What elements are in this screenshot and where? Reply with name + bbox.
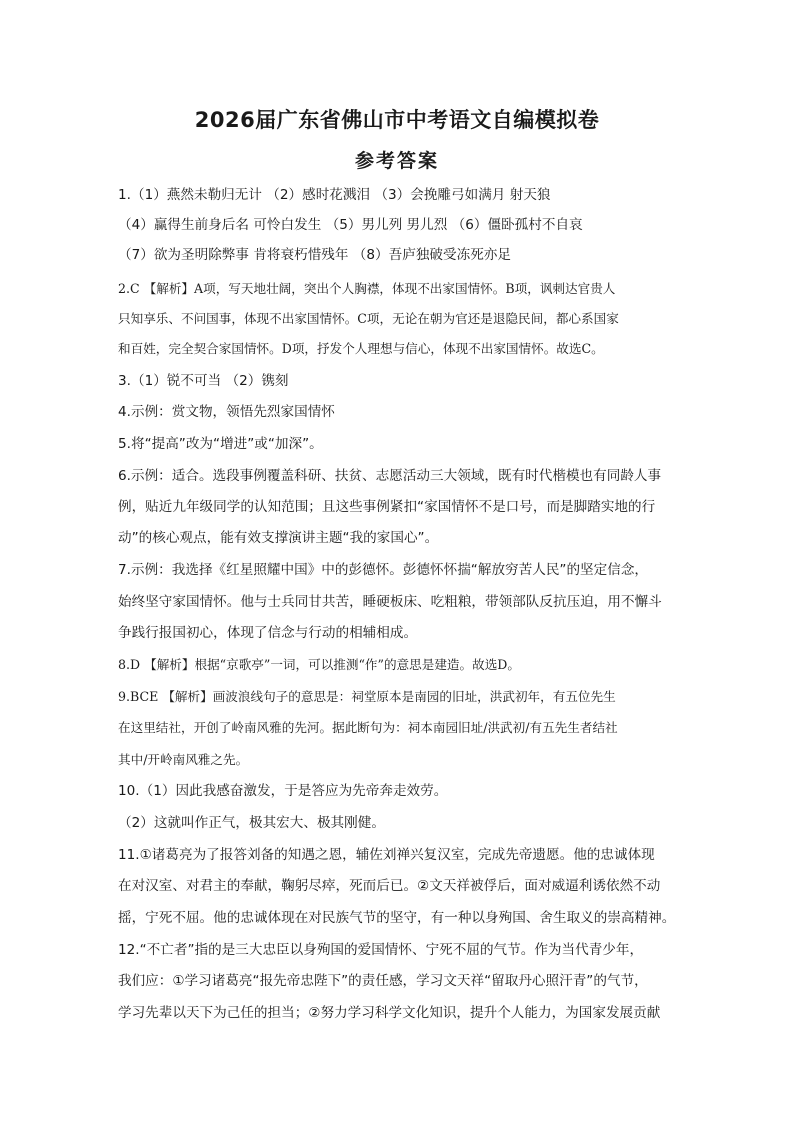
answer-line: 在对汉室、对君主的奉献，鞠躬尽瘁，死而后已。②文天祥被俘后，面对威逼利诱依然不动 [118, 878, 661, 894]
answer-line: 学习先辈以天下为己任的担当；②努力学习科学文化知识，提升个人能力，为国家发展贡献 [118, 1005, 661, 1021]
answer-line: 只知享乐、不问国事，体现不出家国情怀。C项，无论在朝为官还是退隐民间，都心系国家 [118, 311, 619, 326]
answer-line: 5.将“提高”改为“增进”或“加深”。 [118, 436, 323, 452]
answer-line: 我们应：①学习诸葛亮“报先帝忠陛下”的责任感，学习文天祥“留取丹心照汗青”的气节， [118, 973, 648, 989]
answer-line: 2.C 【解析】A项，写天地壮阔，突出个人胸襟，体现不出家国情怀。B项，讽刺达官贵人 [118, 281, 616, 296]
answer-line: 始终坚守家国情怀。他与士兵同甘共苦，睡硬板床、吃粗粮，带领部队反抗压迫，用不懈斗 [118, 594, 662, 610]
answer-line: 其中/开岭南风雅之先。 [118, 752, 249, 767]
answer-line: 7.示例：我选择《红星照耀中国》中的彭德怀。彭德怀怀揣“解放穷苦人民”的坚定信念， [118, 562, 649, 578]
answer-line: （7）欲为圣明除弊事 肯将衰朽惜残年 （8）吾庐独破受冻死亦足 [118, 247, 511, 263]
answer-line: 6.示例：适合。选段事例覆盖科研、扶贫、志愿活动三大领域，既有时代楷模也有同龄人事 [118, 468, 662, 484]
answer-line: 例，贴近九年级同学的认知范围；且这些事例紧扣“家国情怀不是口号，而是脚踏实地的行 [118, 499, 656, 515]
answer-line: 12.“不亡者”指的是三大忠臣以身殉国的爱国情怀、宁死不屈的气节。作为当代青少年， [118, 942, 644, 958]
answer-line: 8.D 【解析】根据“京歌亭”一词，可以推测“作”的意思是建造。故选D。 [118, 657, 520, 672]
answer-line: 11.①诸葛亮为了报答刘备的知遇之恩，辅佐刘禅兴复汉室，完成先帝遗愿。他的忠诚体现 [118, 847, 655, 863]
answer-line: 3.（1）锐不可当 （2）镌刻 [118, 373, 289, 389]
answer-line: 争践行报国初心，体现了信念与行动的相辅相成。 [118, 625, 418, 641]
answer-line: 4.示例：赏文物，领悟先烈家国情怀 [118, 404, 335, 420]
page-subtitle: 参考答案 [354, 150, 439, 172]
answer-line: 在这里结社，开创了岭南风雅的先河。据此断句为：祠本南园旧址/洪武初/有五先生者结社 [118, 720, 618, 735]
answer-line: 动”的核心观点，能有效支撑演讲主题“我的家国心”。 [118, 530, 439, 546]
page-title: 2026届广东省佛山市中考语文自编模拟卷 [194, 108, 600, 132]
answer-line: 和百姓，完全契合家国情怀。D项，抒发个人理想与信心，体现不出家国情怀。故选C。 [118, 341, 604, 356]
answer-line: （4）赢得生前身后名 可怜白发生 （5）男儿列 男儿烈 （6）僵卧孤村不自哀 [118, 217, 583, 233]
answer-line: 1.（1）燕然未勒归无计 （2）感时花溅泪 （3）会挽雕弓如满月 射天狼 [118, 187, 551, 203]
answer-line: 10.（1）因此我感奋激发，于是答应为先帝奔走效劳。 [118, 783, 448, 799]
answer-line: 9.BCE 【解析】画波浪线句子的意思是：祠堂原本是南园的旧址，洪武初年，有五位先生 [118, 689, 616, 704]
answer-line: 摇，宁死不屈。他的忠诚体现在对民族气节的坚守，有一种以身殉国、舍生取义的崇高精神。 [118, 910, 676, 926]
answer-line: （2）这就叫作正气，极其宏大、极其刚健。 [118, 815, 385, 831]
